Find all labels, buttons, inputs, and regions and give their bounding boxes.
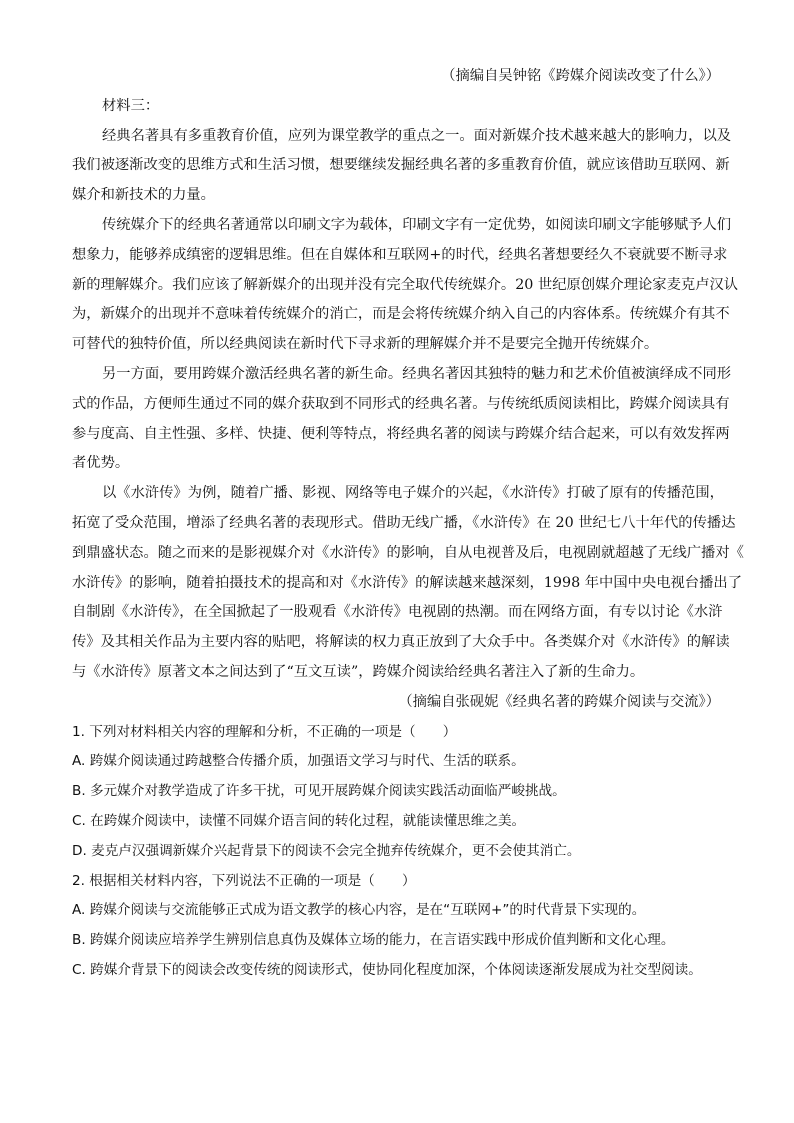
answer-option-b: B. 多元媒介对教学造成了许多干扰，可见开展跨媒介阅读实践活动面临严峻挑战。 bbox=[72, 783, 566, 800]
paragraph-line: 以《水浒传》为例，随着广播、影视、网络等电子媒介的兴起，《水浒传》打破了原有的传播范围， bbox=[102, 485, 724, 502]
paragraph-line: 参与度高、自主性强、多样、快捷、便利等特点，将经典名著的阅读与跨媒介结合起来，可以有效发挥两 bbox=[72, 425, 730, 442]
paragraph bbox=[72, 122, 732, 211]
paragraph-line: 想象力，能够养成缜密的逻辑思维。但在自媒体和互联网+的时代，经典名著想要经久不衰就要不断寻求 bbox=[72, 246, 728, 263]
answer-option-a: A. 跨媒介阅读通过跨越整合传播介质，加强语文学习与时代、生活的联系。 bbox=[72, 753, 525, 770]
paragraph-line: 水浒传》的影响，随着拍摄技术的提高和对《水浒传》的解读越来越深刻，1998 年中国中央电视台播出了 bbox=[72, 574, 742, 591]
source-citation-1 bbox=[72, 62, 722, 92]
paragraph-line: 媒介和新技术的力量。 bbox=[72, 187, 215, 204]
source-citation-1-text: （摘编自吴钟铭《跨媒介阅读改变了什么》） bbox=[441, 68, 720, 84]
answer-option-d: D. 麦克卢汉强调新媒介兴起背景下的阅读不会完全抛弃传统媒介，更不会使其消亡。 bbox=[72, 842, 581, 859]
paragraph bbox=[72, 211, 739, 360]
paragraph-line: 另一方面，要用跨媒介激活经典名著的新生命。经典名著因其独特的魅力和艺术价值被演绎成不同形 bbox=[102, 365, 732, 382]
paragraph-line: 与《水浒传》原著文本之间达到了“互文互读”，跨媒介阅读给经典名著注入了新的生命力。 bbox=[72, 663, 645, 680]
answer-option-b: B. 跨媒介阅读应培养学生辨别信息真伪及媒体立场的能力，在言语实践中形成价值判断和文化心理。 bbox=[72, 932, 675, 949]
paragraph-line: 为，新媒介的出现并不意味着传统媒介的消亡，而是会将传统媒介纳入自己的内容体系。传统媒介有其不 bbox=[72, 306, 730, 323]
paragraph-line: 传统媒介下的经典名著通常以印刷文字为载体，印刷文字有一定优势，如阅读印刷文字能够赋予人们 bbox=[102, 216, 732, 233]
paragraph-line: 可替代的独特价值，所以经典阅读在新时代下寻求新的理解媒介并不是要完全抛开传统媒介。 bbox=[72, 336, 659, 353]
paragraph-line: 自制剧《水浒传》，在全国掀起了一股观看《水浒传》电视剧的热潮。而在网络方面，有专以讨论《水浒 bbox=[72, 604, 723, 621]
question-stem: 2. 根据相关材料内容，下列说法不正确的一项是（ ） bbox=[72, 872, 416, 889]
paragraph-line: 传》及其相关作品为主要内容的贴吧，将解读的权力真正放到了大众手中。各类媒介对《水浒传》的解读 bbox=[72, 634, 730, 651]
question-1 bbox=[72, 718, 722, 867]
source-citation-2-text: （摘编自张砚妮《经典名著的跨媒介阅读与交流》） bbox=[398, 693, 720, 710]
paragraph bbox=[72, 360, 732, 479]
document-page bbox=[72, 62, 744, 986]
paragraph bbox=[72, 479, 744, 688]
question-2 bbox=[72, 867, 722, 986]
paragraph-line: 拓宽了受众范围，增添了经典名著的表现形式。借助无线广播，《水浒传》在 20 世纪七八十年代的传播达 bbox=[72, 514, 736, 531]
paragraph-line: 新的理解媒介。我们应该了解新媒介的出现并没有完全取代传统媒介。20 世纪原创媒介理论家麦克卢汉认 bbox=[72, 276, 739, 293]
answer-option-a: A. 跨媒介阅读与交流能够正式成为语文教学的核心内容，是在“互联网+”的时代背景下实现的。 bbox=[72, 902, 646, 919]
paragraph-line: 经典名著具有多重教育价值，应列为课堂教学的重点之一。面对新媒介技术越来越大的影响力，以及 bbox=[102, 127, 732, 144]
answer-option-c: C. 在跨媒介阅读中，读懂不同媒介语言间的转化过程，就能读懂思维之美。 bbox=[72, 812, 526, 829]
paragraph-line: 者优势。 bbox=[72, 455, 130, 472]
paragraph-line: 我们被逐渐改变的思维方式和生活习惯，想要继续发掘经典名著的多重教育价值，就应该借助互联网、新 bbox=[72, 157, 730, 174]
section-heading: 材料三： bbox=[102, 97, 160, 114]
paragraph-line: 式的作品，方便师生通过不同的媒介获取到不同形式的经典名著。与传统纸质阅读相比，跨媒介阅读具有 bbox=[72, 395, 730, 412]
question-stem: 1. 下列对材料相关内容的理解和分析，不正确的一项是（ ） bbox=[72, 723, 457, 740]
paragraph-line: 到鼎盛状态。随之而来的是影视媒介对《水浒传》的影响，自从电视普及后，电视剧就超越了无线广播对《 bbox=[72, 544, 744, 561]
answer-option-c: C. 跨媒介背景下的阅读会改变传统的阅读形式，使协同化程度加深，个体阅读逐渐发展成为社交型阅读。 bbox=[72, 961, 702, 978]
source-citation-2 bbox=[72, 688, 722, 718]
